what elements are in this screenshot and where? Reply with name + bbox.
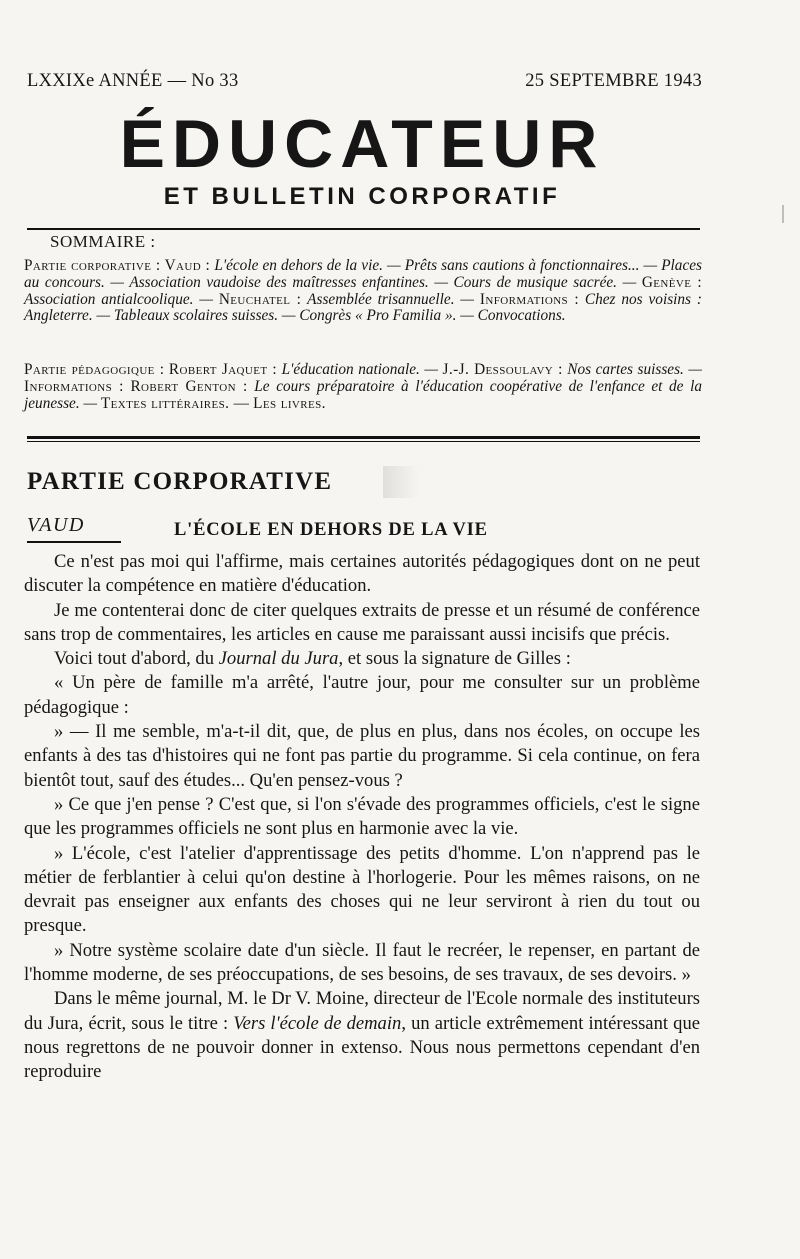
summary-part-label: Partie corporative :	[24, 257, 161, 274]
article-ref-title: Vers l'école de demain	[233, 1012, 402, 1034]
paragraph: Je me contenterai donc de citer quelques extraits de presse et un résumé de conférence sans trop de commentaires, les articles en cause me paraissant aussi incisifs que précis.	[24, 599, 700, 645]
quote-paragraph: » Ce que j'en pense ? C'est que, si l'on s'évade des programmes officiels, c'est le signe que les programmes officiels ne sont plus en harmonie avec la vie.	[24, 793, 700, 840]
scan-mark	[782, 205, 784, 223]
summary-pedagogique	[24, 362, 702, 412]
journal-title: ÉDUCATEUR	[119, 106, 605, 182]
paragraph	[24, 647, 700, 671]
issue-date: 25 SEPTEMBRE 1943	[525, 71, 702, 91]
summary-informations-items: Chez nos voisins : Angleterre. — Tableaux scolaires suisses. — Congrès « Pro Familia ». — Convocations.	[24, 290, 702, 325]
summary-vaud-items: L'école en dehors de la vie. — Prêts sans cautions à fonctionnaires... — Places au concours. — Association vaudoise des maîtresses enfantines. — Cours de musique sacrée. —	[24, 257, 702, 291]
summary-ped-label: Partie pédagogique :	[24, 361, 165, 378]
text-run: Voici tout d'abord, du	[54, 648, 219, 670]
summary-region-neuchatel: Neuchatel :	[218, 290, 302, 308]
summary-author-genton: Robert Genton :	[130, 377, 248, 395]
journal-name: Journal du Jura	[218, 648, 339, 670]
summary-author-dessoulavy: J.-J. Dessoulavy :	[442, 361, 563, 378]
text-run: , un article extrêmement intéressant que nous regrettons de ne pouvoir donner in extenso. Nous nous permettons cependant d'en reproduire	[24, 1012, 700, 1083]
summary-item-cours: Le cours préparatoire à l'éducation coopérative de l'enfance et de la jeunesse. —	[24, 377, 702, 412]
summary-livres: Les livres.	[253, 394, 326, 412]
text-run: , et sous la signature de Gilles :	[338, 648, 571, 670]
summary-region-vaud: Vaud :	[164, 257, 211, 274]
article-body	[24, 550, 700, 1085]
region-underline	[27, 541, 121, 543]
summary-geneve-items: Association antialcoolique. —	[24, 290, 213, 308]
summary-informations-label: Informations :	[479, 290, 579, 308]
summary-textes: Textes littéraires. —	[100, 394, 250, 412]
summary-author-jaquet: Robert Jaquet :	[168, 361, 278, 378]
paragraph	[24, 987, 700, 1084]
summary-item-cartes: Nos cartes suisses. —	[567, 361, 702, 378]
paragraph: Ce n'est pas moi qui l'affirme, mais certaines autorités pédagogiques dont on ne peut discuter la compétence en matière d'éducation.	[24, 551, 700, 597]
double-rule-bottom	[27, 441, 700, 442]
summary-neuchatel-items: Assemblée trisannuelle. —	[307, 290, 475, 308]
issue-number: LXXIXe ANNÉE — No 33	[27, 71, 239, 91]
journal-subtitle: ET BULLETIN CORPORATIF	[163, 183, 561, 210]
summary-corporative	[24, 258, 702, 325]
sommaire-heading: SOMMAIRE :	[50, 232, 156, 251]
double-rule-top	[27, 436, 700, 439]
summary-ped-informations: Informations :	[24, 377, 124, 395]
quote-paragraph: » Notre système scolaire date d'un siècle. Il faut le recréer, le repenser, en partant de l'homme moderne, de ses préoccupations, de ses besoins, de ses travaux, de ses devoirs. »	[24, 939, 700, 986]
quote-paragraph: » — Il me semble, m'a-t-il dit, que, de plus en plus, dans nos écoles, on occupe les enfants à des tas d'histoires qui ne font pas partie du programme. Si cela continue, on fera bientôt tout, sauf des études... Qu'en pensez-vous ?	[24, 721, 700, 791]
summary-item-education: L'éducation nationale. —	[281, 361, 438, 378]
text-run: Dans le même journal, M. le Dr V. Moine, directeur de l'Ecole normale des instituteurs du Jura, écrit, sous le titre :	[24, 988, 700, 1034]
summary-region-geneve: Genève :	[641, 273, 703, 291]
region-heading: VAUD	[27, 514, 85, 536]
article-title: L'ÉCOLE EN DEHORS DE LA VIE	[174, 520, 488, 540]
scan-shadow	[383, 466, 419, 498]
top-rule	[27, 228, 700, 230]
quote-paragraph: « Un père de famille m'a arrêté, l'autre jour, pour me consulter sur un problème pédagogique :	[24, 672, 700, 718]
part-title: PARTIE CORPORATIVE	[27, 468, 333, 495]
quote-paragraph: » L'école, c'est l'atelier d'apprentissage des petits d'homme. L'on n'apprend pas le métier de ferblantier à celui qu'on destine à l'horlogerie. Pour les mêmes raisons, on ne devrait pas enseigner aux enfants des choses qui ne leur serviront à rien du tout ou presque.	[24, 842, 700, 937]
